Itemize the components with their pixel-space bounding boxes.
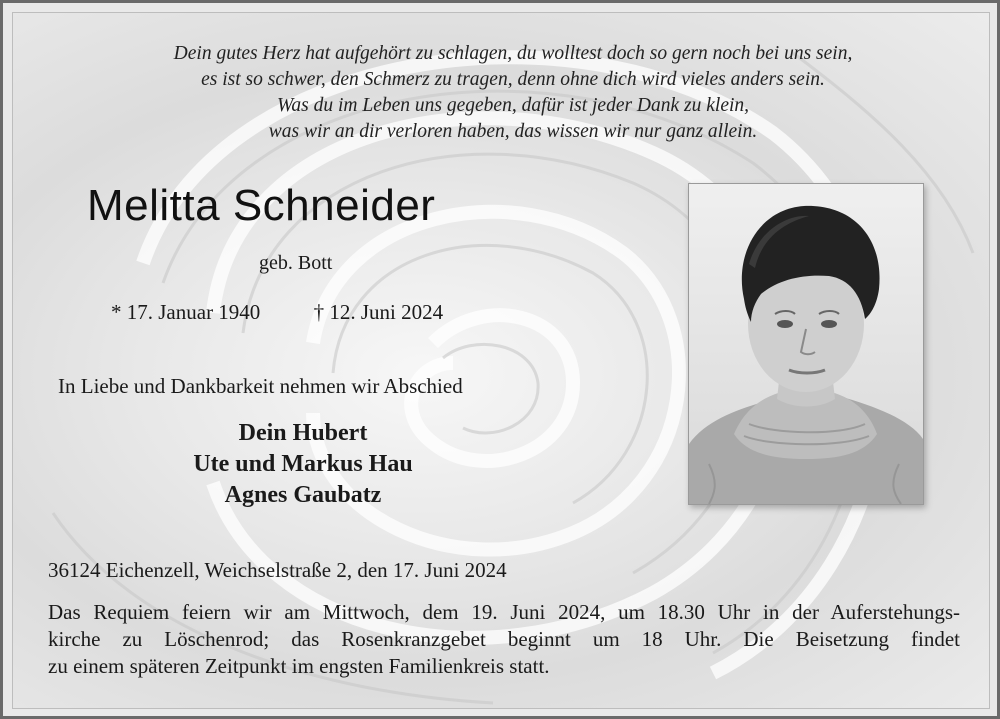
death-date: † 12. Juni 2024 xyxy=(313,300,444,324)
obituary-card xyxy=(12,12,990,709)
portrait-photo xyxy=(688,183,924,505)
mourner: Ute und Markus Hau xyxy=(193,451,413,477)
mourner: Agnes Gaubatz xyxy=(224,482,382,508)
portrait-image xyxy=(689,184,923,504)
poem xyxy=(83,41,943,145)
deceased-name: Melitta Schneider xyxy=(87,181,436,230)
mourner: Dein Hubert xyxy=(238,420,368,446)
details-line: kirche zu Löschenrod; das Rosenkranzgebet beginnt um 18 Uhr. Die Beisetzung findet xyxy=(48,627,960,651)
poem-line: was wir an dir verloren haben, das wissen wir nur ganz allein. xyxy=(268,121,758,142)
service-details xyxy=(48,599,960,680)
farewell-text: In Liebe und Dankbarkeit nehmen wir Abschied xyxy=(58,374,463,398)
life-dates xyxy=(111,300,443,325)
birth-date: * 17. Januar 1940 xyxy=(111,300,261,324)
place-and-date: 36124 Eichenzell, Weichselstraße 2, den 17. Juni 2024 xyxy=(48,558,507,582)
poem-line: Was du im Leben uns gegeben, dafür ist jeder Dank zu klein, xyxy=(276,95,750,116)
details-line: Das Requiem feiern wir am Mittwoch, dem 19. Juni 2024, um 18.30 Uhr in der Auferstehungs- xyxy=(48,600,960,624)
details-line: zu einem späteren Zeitpunkt im engsten Familienkreis statt. xyxy=(48,654,550,678)
poem-line: es ist so schwer, den Schmerz zu tragen, denn ohne dich wird vieles anders sein. xyxy=(201,69,825,90)
birth-name: geb. Bott xyxy=(259,252,333,274)
mourners-list xyxy=(153,418,453,511)
poem-line: Dein gutes Herz hat aufgehört zu schlagen, du wolltest doch so gern noch bei uns sein, xyxy=(173,43,853,64)
